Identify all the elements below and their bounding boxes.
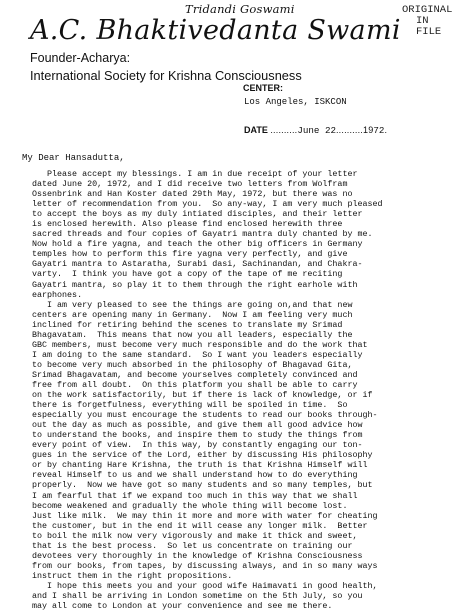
letter-line: Ossenbrink and Han Koster dated 29th May, 1972, but there was no [32,189,353,200]
letter-body [32,169,464,611]
letter-line: free from all doubt. On this platform you shall be able to carry [32,379,358,390]
letter-line: GBC members, must become very much responsible and do the work that [32,339,368,350]
letter-line: from our books, from tapes, by discussing always, and in so many ways [32,560,378,571]
letter-line: I hope this meets you and your good wife Haimavati in good health, [32,580,378,591]
date-label: DATE [244,125,268,135]
letter-line: every point of view. In this way, by constantly engaging our ton- [32,440,363,451]
stamp-line-2: IN FILE [416,15,442,38]
letter-line: Gayatri mantra, so play it to them through the right earhole with [32,279,358,290]
letter-line: earphones. [32,289,83,300]
letter-line: become weakened and gradually the whole thing will become lost. [32,500,348,511]
letter-line: to understand the books, and inspire them to study the things from [32,430,363,441]
stamp-line-1: ORIGINAL [402,4,453,16]
letter-line: letter of recommendation from you. So any-way, I am very much pleased [32,199,383,210]
letter-line: to boil the milk now very vigorously and make it thick and sweet, [32,530,358,541]
center-label: CENTER: [243,83,283,93]
year-value: 72 [373,125,385,136]
letterhead-organization: International Society for Krishna Consciousness [30,68,302,83]
letter-line: inclined for retiring behind the scenes to translate my Srimad [32,319,343,330]
letter-line: properly. Now we have got so many students and so many temples, but [32,480,373,491]
letter-line: centers are opening many in Germany. Now I am feeling very much [32,309,353,320]
letter-line: devotees very thoroughly in the knowledge of Krishna Consciousness [32,550,363,561]
letter-line: temples how to perform this fire yagna very perfectly, and give [32,249,348,260]
letter-line: especially you must encourage the students to read our books through- [32,410,378,421]
date-line: DATE ..........June 22..........1972. [244,125,388,136]
letter-line: to become very much absorbed in the philosophy of Bhagavad Gita, [32,359,353,370]
center-location: Los Angeles, ISKCON [244,97,347,107]
letter-line: I am doing to the same standard. So I want you leaders especially [32,349,363,360]
date-value: June 22 [297,125,336,136]
letter-line: there is forgetfulness, everything will be spoiled in time. So [32,400,348,411]
letter-line: instruct them in the right propositions. [32,570,233,581]
letter-line: is enclosed herewith. Also please find enclosed herewith three [32,219,343,230]
letterhead-name: A.C. Bhaktivedanta Swami [30,15,401,46]
letter-line: gues in the service of the Lord, either by discussing His philosophy [32,450,373,461]
letter-line: the customer, but in the end it will cease any longer milk. Better [32,520,368,531]
letter-line: may all come to London at your convenience and see me there. [32,601,333,611]
salutation: My Dear Hansadutta, [22,153,125,163]
letter-line: sacred threads and four copies of Gayatri mantra duly chanted by me. [32,229,373,240]
letter-line: Just like milk. We may thin it more and more with water for cheating [32,510,378,521]
letter-line: dated June 20, 1972, and I did receive two letters from Wolfram [32,179,348,190]
letter-line: and I shall be arriving in London sometime on the 5th July, so you [32,590,363,601]
letter-line: reveal Himself to us and we shall understand how to do everything [32,470,358,481]
letter-line: out the day as much as possible, and give them all good advice how [32,420,363,431]
letter-line: on the work satisfactorily, but if there is lack of knowledge, or if [32,390,373,401]
original-in-file-stamp [402,5,460,38]
letter-line: Bhagavatam. This means that now you all leaders, especially the [32,329,353,340]
letterhead-role: Founder-Acharya: [30,51,131,65]
letter-line: I am very pleased to see the things are going on,and that new [32,299,353,310]
letter-line: that is the best process. So let us concentrate on training our [32,540,353,551]
letter-line: Gayatri mantra to Astaratha, Surabi dasi, Sachinandan, and Chakra- [32,259,363,270]
letterhead-title: Tridandi Goswami [185,2,295,16]
letter-line: Srimad Bhagavatam, and become yourselves completely convinced and [32,369,358,380]
letter-line: Please accept my blessings. I am in due receipt of your letter [32,169,358,179]
letter-line: or by chanting Hare Krishna, the truth is that Krishna Himself will [32,460,368,471]
letter-line: varty. I think you have got a copy of the tape of me reciting [32,269,343,280]
letter-line: to accept the boys as my duly intiated disciples, and their letter [32,209,363,220]
letter-line: Now hold a fire yagna, and teach the other big officers in Germany [32,239,363,250]
letter-line: I am fearful that if we expand too much in this way that we shall [32,490,358,501]
